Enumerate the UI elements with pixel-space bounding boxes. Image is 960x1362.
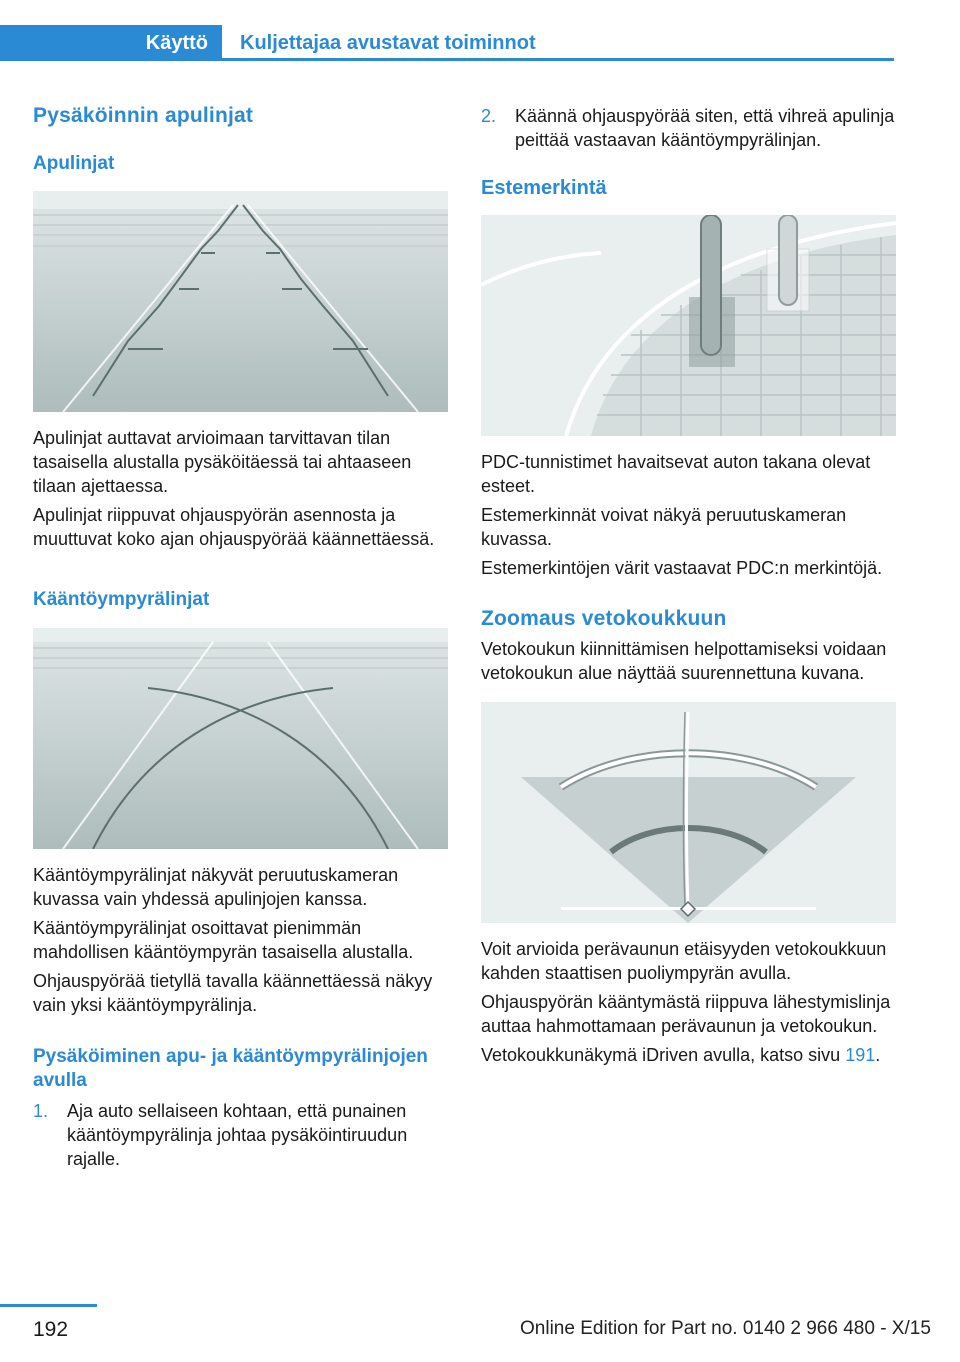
turning-circle-lines-image xyxy=(33,628,448,849)
list-item xyxy=(33,1099,448,1171)
subheading-parking-with-lines: Pysäköiminen apu- ja kääntöympyrälinjojen avulla xyxy=(33,1046,428,1091)
list-item xyxy=(481,104,896,152)
header-rule xyxy=(222,58,894,61)
reference-text: Vetokoukkunäkymä iDriven avulla, katso sivu xyxy=(481,1045,846,1065)
steps-list xyxy=(33,1099,448,1171)
paragraph: Vetokoukun kiinnittämisen helpottamiseksi voidaan vetokoukun alue näyttää suurennettuna kuvana. xyxy=(481,639,887,683)
paragraph: Estemerkintöjen värit vastaavat PDC:n merkintöjä. xyxy=(481,558,883,578)
step-text: Käännä ohjauspyörää siten, että vihreä apulinja peittää vastaavan kääntöympyrälinjan. xyxy=(515,106,895,150)
hitch-zoom-image xyxy=(481,702,896,923)
left-column xyxy=(33,95,448,1171)
steps-list-continued xyxy=(481,104,896,152)
paragraph: Kääntöympyrälinjat osoittavat pienimmän mahdollisen kääntöympyrän tasaisella alustalla. xyxy=(33,918,414,962)
reference-end: . xyxy=(875,1045,881,1065)
page-link[interactable]: 191 xyxy=(845,1045,876,1065)
paragraph: Apulinjat auttavat arvioimaan tarvittavan tilan tasaisella alustalla pysäköitäessä tai ahtaaseen tilaan ajettaessa. xyxy=(33,428,412,496)
edition-note: Online Edition for Part no. 0140 2 966 480 - X/15 xyxy=(520,1318,931,1339)
page-header xyxy=(0,25,894,61)
paragraph: Kääntöympyrälinjat näkyvät peruutuskameran kuvassa vain yhdessä apulinjojen kanssa. xyxy=(33,865,399,909)
footer-rule xyxy=(0,1304,97,1307)
subheading-guide-lines: Apulinjat xyxy=(33,153,115,174)
section-heading-hitch-zoom: Zoomaus vetokoukkuun xyxy=(481,607,727,630)
step-number: 2. xyxy=(481,106,497,126)
step-text: Aja auto sellaiseen kohtaan, että punainen kääntöympyrälinja johtaa pysäköintiruudun rajalle. xyxy=(67,1101,408,1169)
subheading-obstacle-marking: Estemerkintä xyxy=(481,177,607,199)
guide-lines-image xyxy=(33,191,448,412)
step-number: 1. xyxy=(33,1101,49,1121)
paragraph: Voit arvioida perävaunun etäisyyden vetokoukkuun kahden staattisen puoliympyrän avulla. xyxy=(481,939,887,983)
paragraph xyxy=(481,1043,896,1067)
paragraph: Ohjauspyörää tietyllä tavalla käännettäessä näkyy vain yksi kääntöympyrälinja. xyxy=(33,971,433,1015)
page-number: 192 xyxy=(33,1318,69,1341)
chapter-title: Kuljettajaa avustavat toiminnot xyxy=(222,25,894,61)
paragraph: PDC-tunnistimet havaitsevat auton takana olevat esteet. xyxy=(481,452,871,496)
section-heading-parking-lines: Pysäköinnin apulinjat xyxy=(33,104,254,127)
paragraph: Ohjauspyörän kääntymästä riippuva lähestymislinja auttaa hahmottamaan perävaunun ja vetokoukun. xyxy=(481,992,891,1036)
obstacle-marking-image xyxy=(481,215,896,436)
paragraph: Estemerkinnät voivat näkyä peruutuskameran kuvassa. xyxy=(481,505,847,549)
section-tab[interactable]: Käyttö xyxy=(0,25,222,61)
right-column xyxy=(481,95,896,1067)
subheading-turning-circle: Kääntöympyrälinjat xyxy=(33,589,210,610)
paragraph: Apulinjat riippuvat ohjauspyörän asennosta ja muuttuvat koko ajan ohjauspyörää käännettäessä. xyxy=(33,505,435,549)
